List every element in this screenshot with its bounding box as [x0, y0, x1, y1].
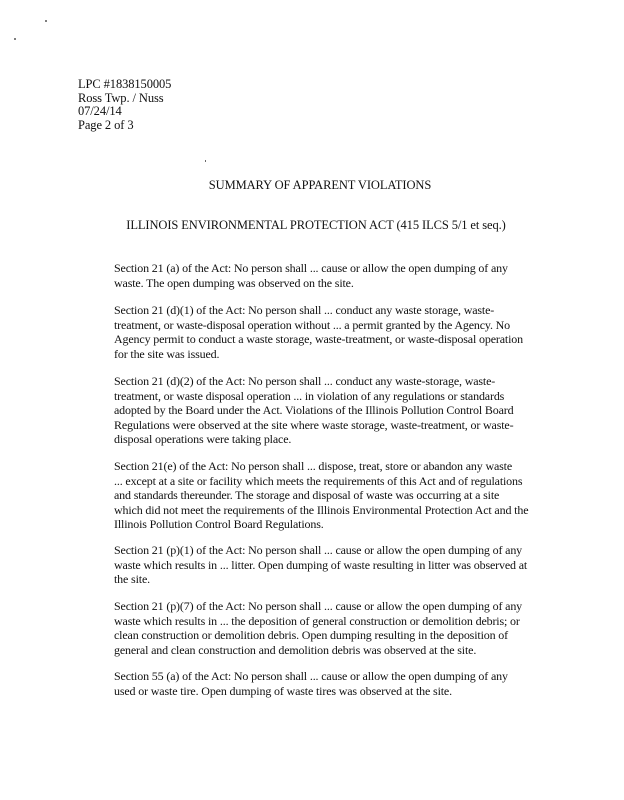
- paragraph-line: waste which results in ... the deposition of general construction or demolition debris; or: [114, 613, 520, 628]
- section-55a-paragraph: [114, 669, 544, 698]
- section-21p1-paragraph: [114, 543, 544, 587]
- header-page-number: Page 2 of 3: [78, 117, 134, 132]
- paragraph-line: Section 21(e) of the Act: No person shall ... dispose, treat, store or abandon any waste: [114, 459, 513, 473]
- header-date: 07/24/14: [78, 104, 122, 118]
- section-21e-paragraph: [114, 459, 544, 532]
- paragraph-line: Section 21 (p)(1) of the Act: No person shall ... cause or allow the open dumping of any: [114, 543, 523, 557]
- paragraph-line: adopted by the Board under the Act. Violations of the Illinois Pollution Control Board: [114, 403, 514, 417]
- act-title: ILLINOIS ENVIRONMENTAL PROTECTION ACT (415 ILCS 5/1 et seq.): [126, 218, 506, 232]
- section-21d1-paragraph: [114, 303, 544, 361]
- paragraph-line: the site.: [114, 572, 150, 586]
- paragraph-line: Agency permit to conduct a waste storage, waste-treatment, or waste-disposal operation: [114, 332, 523, 346]
- paragraph-line: waste. The open dumping was observed on the site.: [114, 275, 354, 290]
- paragraph-line: ... except at a site or facility which meets the requirements of this Act and of regulations: [114, 473, 523, 488]
- document-header: [78, 78, 171, 132]
- summary-title: SUMMARY OF APPARENT VIOLATIONS: [208, 178, 432, 192]
- paragraph-line: disposal operations were taking place.: [114, 432, 292, 446]
- section-21d2-paragraph: [114, 374, 544, 447]
- paragraph-line: Regulations were observed at the site where waste storage, waste-treatment, or waste-: [114, 417, 514, 432]
- paragraph-line: Section 21 (d)(2) of the Act: No person shall ... conduct any waste-storage, waste-: [114, 374, 496, 388]
- paragraph-line: which did not meet the requirements of the Illinois Environmental Protection Act and the: [114, 502, 529, 517]
- paragraph-line: clean construction or demolition debris. Open dumping resulting in the deposition of: [114, 628, 508, 642]
- header-lpc-number: LPC #1838150005: [78, 77, 172, 91]
- paragraph-line: Illinois Pollution Control Board Regulations.: [114, 517, 324, 531]
- section-21a-paragraph: [114, 261, 544, 290]
- section-21p7-paragraph: [114, 599, 544, 657]
- paragraph-line: Section 55 (a) of the Act: No person shall ... cause or allow the open dumping of any: [114, 669, 508, 683]
- paragraph-line: used or waste tire. Open dumping of waste tires was observed at the site.: [114, 683, 452, 698]
- paragraph-line: and standards thereunder. The storage and disposal of waste was occurring at a site: [114, 488, 500, 502]
- paragraph-line: waste which results in ... litter. Open dumping of waste resulting in litter was observed at: [114, 557, 528, 572]
- paragraph-line: Section 21 (a) of the Act: No person shall ... cause or allow the open dumping of any: [114, 261, 508, 275]
- header-site-name: Ross Twp. / Nuss: [78, 90, 164, 105]
- scan-speck: [45, 20, 47, 22]
- paragraph-line: for the site was issued.: [114, 346, 220, 361]
- paragraph-line: Section 21 (p)(7) of the Act: No person shall ... cause or allow the open dumping of any: [114, 599, 523, 613]
- paragraph-line: treatment, or waste-disposal operation without ... a permit granted by the Agency. No: [114, 317, 511, 332]
- paragraph-line: treatment, or waste disposal operation ... in violation of any regulations or standards: [114, 388, 505, 403]
- paragraph-line: general and clean construction and demolition debris was observed at the site.: [114, 642, 477, 657]
- paragraph-line: Section 21 (d)(1) of the Act: No person shall ... conduct any waste storage, waste-: [114, 303, 495, 317]
- scan-speck: [14, 38, 16, 40]
- scan-speck: [205, 160, 206, 162]
